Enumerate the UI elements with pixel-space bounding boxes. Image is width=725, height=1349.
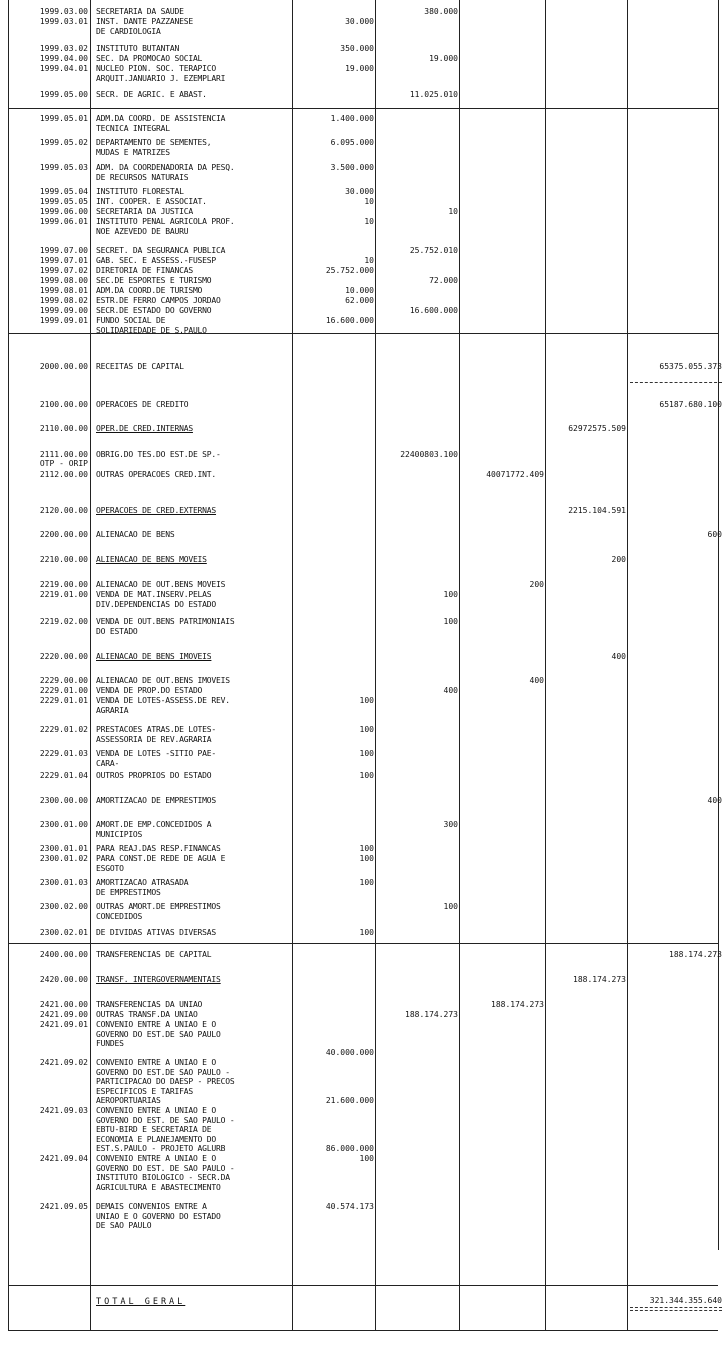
account-description: PRESTACOES ATRAS.DE LOTES- ASSESSORIA DE REV.AGRARIA bbox=[96, 725, 217, 744]
amount-c1: 6.095.000 bbox=[330, 138, 374, 147]
account-code: 1999.06.01 bbox=[39, 217, 88, 226]
account-code: 1999.04.00 bbox=[39, 54, 88, 63]
account-description: DEPARTAMENTO DE SEMENTES, MUDAS E MATRIZES bbox=[96, 138, 212, 157]
account-code: 2100.00.00 bbox=[39, 400, 88, 409]
amount-c2: 16.600.000 bbox=[409, 306, 458, 315]
rule-c5 bbox=[718, 0, 719, 1250]
account-code: 2219.02.00 bbox=[39, 617, 88, 626]
account-code: 1999.05.01 bbox=[39, 114, 88, 123]
amount-c1: 100 bbox=[359, 771, 374, 780]
account-description: ALIENACAO DE BENS bbox=[96, 530, 175, 539]
account-code: 1999.09.01 bbox=[39, 316, 88, 325]
account-description: OUTRAS OPERACOES CRED.INT. bbox=[96, 470, 217, 479]
account-description: CONVENIO ENTRE A UNIAO E O GOVERNO DO EST. DE SAO PAULO - INSTITUTO BIOLOGICO - SECR.DA AGRICULTURA E ABASTECIMENTO bbox=[96, 1154, 235, 1192]
account-code: 2000.00.00 bbox=[39, 362, 88, 371]
account-description: OBRIG.DO TES.DO EST.DE SP.- bbox=[96, 450, 221, 459]
account-code: 2300.02.01 bbox=[39, 928, 88, 937]
account-description: VENDA DE LOTES -SITIO PAE- CARA- bbox=[96, 749, 217, 768]
amount-c1: 21.600.000 bbox=[325, 1096, 374, 1105]
account-code: 2300.02.00 bbox=[39, 902, 88, 911]
account-code: 2400.00.00 bbox=[39, 950, 88, 959]
amount-c2: 19.000 bbox=[429, 54, 458, 63]
amount-c5: 600 bbox=[707, 530, 722, 539]
account-code: 1999.07.02 bbox=[39, 266, 88, 275]
amount-c1: 100 bbox=[359, 749, 374, 758]
account-description: PARA CONST.DE REDE DE AGUA E ESGOTO bbox=[96, 854, 226, 873]
account-code: 1999.04.01 bbox=[39, 64, 88, 73]
amount-c1: 100 bbox=[359, 878, 374, 887]
account-code: 1999.08.00 bbox=[39, 276, 88, 285]
account-description: SECRETARIA DA JUSTICA bbox=[96, 207, 193, 216]
amount-c5: 65375.055.373 bbox=[659, 362, 722, 371]
account-code: 1999.08.01 bbox=[39, 286, 88, 295]
amount-c2: 100 bbox=[443, 590, 458, 599]
account-code: 2219.01.00 bbox=[39, 590, 88, 599]
separator bbox=[8, 943, 718, 944]
account-description: SEC. DA PROMOCAO SOCIAL bbox=[96, 54, 203, 63]
account-description: ADM.DA COORD. DE ASSISTENCIA TECNICA INTEGRAL bbox=[96, 114, 226, 133]
separator-bottom bbox=[8, 1330, 718, 1331]
total-double-rule bbox=[630, 1307, 722, 1308]
account-description: GAB. SEC. E ASSESS.-FUSESP bbox=[96, 256, 217, 265]
account-code: 2420.00.00 bbox=[39, 975, 88, 984]
amount-c2: 300 bbox=[443, 820, 458, 829]
account-description: OUTROS PROPRIOS DO ESTADO bbox=[96, 771, 212, 780]
total-label: TOTAL GERAL bbox=[96, 1297, 186, 1307]
amount-c1: 100 bbox=[359, 696, 374, 705]
rule-c1 bbox=[375, 0, 376, 1330]
account-code: 1999.05.00 bbox=[39, 90, 88, 99]
account-code: 1999.08.02 bbox=[39, 296, 88, 305]
amount-c1: 40.000.000 bbox=[325, 1048, 374, 1057]
amount-c5: 188.174.273 bbox=[669, 950, 722, 959]
amount-c3: 40071772.409 bbox=[486, 470, 544, 479]
amount-c2: 400 bbox=[443, 686, 458, 695]
account-description: ALIENACAO DE OUT.BENS MOVEIS bbox=[96, 580, 226, 589]
amount-c1: 30.000 bbox=[345, 187, 374, 196]
account-description: SECR.DE ESTADO DO GOVERNO bbox=[96, 306, 212, 315]
account-description: INSTITUTO BUTANTAN bbox=[96, 44, 180, 53]
account-description: TRANSFERENCIAS DE CAPITAL bbox=[96, 950, 212, 959]
amount-c1: 1.400.000 bbox=[330, 114, 374, 123]
account-description: CONVENIO ENTRE A UNIAO E O GOVERNO DO EST.DE SAO PAULO - PARTICIPACAO DO DAESP - PRECOS ESPECIFICOS E TARIFAS AEROPORTUARIAS bbox=[96, 1058, 235, 1105]
account-code: 2229.01.04 bbox=[39, 771, 88, 780]
account-code: 2210.00.00 bbox=[39, 555, 88, 564]
account-code: 1999.03.00 bbox=[39, 7, 88, 16]
account-code: 2421.09.03 bbox=[39, 1106, 88, 1115]
account-description: DE DIVIDAS ATIVAS DIVERSAS bbox=[96, 928, 217, 937]
amount-c1: 3.500.000 bbox=[330, 163, 374, 172]
account-description: VENDA DE PROP.DO ESTADO bbox=[96, 686, 203, 695]
amount-c4: 188.174.273 bbox=[573, 975, 626, 984]
amount-c1: 62.000 bbox=[345, 296, 374, 305]
account-description: ALIENACAO DE BENS IMOVEIS bbox=[96, 652, 212, 661]
account-description: SEC.DE ESPORTES E TURISMO bbox=[96, 276, 212, 285]
account-code: 2110.00.00 bbox=[39, 424, 88, 433]
account-description: SECR. DE AGRIC. E ABAST. bbox=[96, 90, 207, 99]
account-description: OPER.DE CRED.INTERNAS bbox=[96, 424, 193, 433]
account-description: OUTRAS AMORT.DE EMPRESTIMOS CONCEDIDOS bbox=[96, 902, 221, 921]
amount-c1: 10 bbox=[364, 197, 374, 206]
amount-c1: 10 bbox=[364, 217, 374, 226]
amount-c1: 10.000 bbox=[345, 286, 374, 295]
account-code: 2112.00.00 bbox=[39, 470, 88, 479]
account-description: TRANSF. INTERGOVERNAMENTAIS bbox=[96, 975, 221, 984]
account-description: SECRET. DA SEGURANCA PUBLICA bbox=[96, 246, 226, 255]
rule-desc bbox=[292, 0, 293, 1330]
amount-c1: 25.752.000 bbox=[325, 266, 374, 275]
account-description: ADM. DA COORDENADORIA DA PESQ. DE RECURSOS NATURAIS bbox=[96, 163, 235, 182]
rule-c4 bbox=[627, 0, 628, 1330]
rule-code bbox=[90, 0, 91, 1330]
account-description: AMORTIZACAO ATRASADA DE EMPRESTIMOS bbox=[96, 878, 189, 897]
account-code: 1999.09.00 bbox=[39, 306, 88, 315]
account-code: 2111.00.00 OTP - ORIP bbox=[39, 450, 88, 468]
account-description: SECRETARIA DA SAUDE bbox=[96, 7, 184, 16]
amount-c2: 10 bbox=[448, 207, 458, 216]
account-code: 1999.05.04 bbox=[39, 187, 88, 196]
account-description: VENDA DE MAT.INSERV.PELAS DIV.DEPENDENCIAS DO ESTADO bbox=[96, 590, 217, 609]
account-code: 1999.05.02 bbox=[39, 138, 88, 147]
subtotal-dash bbox=[630, 382, 722, 383]
account-code: 2300.01.03 bbox=[39, 878, 88, 887]
amount-c4: 62972575.509 bbox=[568, 424, 626, 433]
account-description: ESTR.DE FERRO CAMPOS JORDAO bbox=[96, 296, 221, 305]
amount-c4: 400 bbox=[611, 652, 626, 661]
account-code: 1999.05.05 bbox=[39, 197, 88, 206]
amount-c2: 380.000 bbox=[424, 7, 458, 16]
account-code: 1999.03.02 bbox=[39, 44, 88, 53]
amount-c3: 200 bbox=[529, 580, 544, 589]
account-code: 2300.01.00 bbox=[39, 820, 88, 829]
account-code: 2229.01.01 bbox=[39, 696, 88, 705]
amount-c5: 65187.680.100 bbox=[659, 400, 722, 409]
total-double-rule bbox=[630, 1310, 722, 1311]
account-description: DEMAIS CONVENIOS ENTRE A UNIAO E O GOVERNO DO ESTADO DE SAO PAULO bbox=[96, 1202, 221, 1230]
account-code: 2421.09.01 bbox=[39, 1020, 88, 1029]
account-code: 2421.00.00 bbox=[39, 1000, 88, 1009]
amount-c1: 100 bbox=[359, 928, 374, 937]
account-description: INST. DANTE PAZZANESE DE CARDIOLOGIA bbox=[96, 17, 193, 36]
account-code: 1999.06.00 bbox=[39, 207, 88, 216]
account-code: 2421.09.05 bbox=[39, 1202, 88, 1211]
account-code: 2220.00.00 bbox=[39, 652, 88, 661]
account-description: TRANSFERENCIAS DA UNIAO bbox=[96, 1000, 203, 1009]
account-description: NUCLEO PION. SOC. TERAPICO ARQUIT.JANUARIO J. EZEMPLARI bbox=[96, 64, 226, 83]
account-code: 2229.01.00 bbox=[39, 686, 88, 695]
account-description: FUNDO SOCIAL DE SOLIDARIEDADE DE S.PAULO bbox=[96, 316, 207, 335]
account-code: 1999.03.01 bbox=[39, 17, 88, 26]
amount-c5: 400 bbox=[707, 796, 722, 805]
amount-c2: 72.000 bbox=[429, 276, 458, 285]
amount-c1: 16.600.000 bbox=[325, 316, 374, 325]
amount-c1: 100 bbox=[359, 1154, 374, 1163]
rule-c2 bbox=[459, 0, 460, 1330]
separator bbox=[8, 1285, 718, 1286]
account-description: CONVENIO ENTRE A UNIAO E O GOVERNO DO EST.DE SAO PAULO FUNDES bbox=[96, 1020, 221, 1048]
amount-c4: 2215.104.591 bbox=[568, 506, 626, 515]
account-description: PARA REAJ.DAS RESP.FINANCAS bbox=[96, 844, 221, 853]
amount-c2: 100 bbox=[443, 617, 458, 626]
account-description: OUTRAS TRANSF.DA UNIAO bbox=[96, 1010, 198, 1019]
account-code: 2229.00.00 bbox=[39, 676, 88, 685]
account-code: 2421.09.02 bbox=[39, 1058, 88, 1067]
account-description: OPERACOES DE CREDITO bbox=[96, 400, 189, 409]
rule-c3 bbox=[545, 0, 546, 1330]
account-description: ALIENACAO DE OUT.BENS IMOVEIS bbox=[96, 676, 230, 685]
account-code: 2229.01.02 bbox=[39, 725, 88, 734]
amount-c1: 10 bbox=[364, 256, 374, 265]
amount-c1: 30.000 bbox=[345, 17, 374, 26]
amount-c4: 200 bbox=[611, 555, 626, 564]
account-code: 1999.07.00 bbox=[39, 246, 88, 255]
amount-c3: 188.174.273 bbox=[491, 1000, 544, 1009]
account-description: ADM.DA COORD.DE TURISMO bbox=[96, 286, 203, 295]
amount-c1: 350.000 bbox=[340, 44, 374, 53]
account-code: 2200.00.00 bbox=[39, 530, 88, 539]
amount-c2: 100 bbox=[443, 902, 458, 911]
amount-c2: 11.025.010 bbox=[409, 90, 458, 99]
account-description: CONVENIO ENTRE A UNIAO E O GOVERNO DO EST. DE SAO PAULO - EBTU-BIRD E SECRETARIA DE ECONOMIA E PLANEJAMENTO DO EST.S.PAULO - PROJETO AGLURB bbox=[96, 1106, 235, 1153]
account-code: 2421.09.04 bbox=[39, 1154, 88, 1163]
account-code: 1999.05.03 bbox=[39, 163, 88, 172]
account-description: VENDA DE OUT.BENS PATRIMONIAIS DO ESTADO bbox=[96, 617, 235, 636]
account-code: 2300.01.02 bbox=[39, 854, 88, 863]
amount-c2: 25.752.010 bbox=[409, 246, 458, 255]
amount-c2: 188.174.273 bbox=[405, 1010, 458, 1019]
account-description: INT. COOPER. E ASSOCIAT. bbox=[96, 197, 207, 206]
total-value: 321.344.355.640 bbox=[649, 1296, 722, 1305]
account-description: ALIENACAO DE BENS MOVEIS bbox=[96, 555, 207, 564]
account-code: 2120.00.00 bbox=[39, 506, 88, 515]
account-description: INSTITUTO PENAL AGRICOLA PROF. NOE AZEVEDO DE BAURU bbox=[96, 217, 235, 236]
account-code: 2229.01.03 bbox=[39, 749, 88, 758]
account-description: AMORTIZACAO DE EMPRESTIMOS bbox=[96, 796, 217, 805]
account-description: VENDA DE LOTES-ASSESS.DE REV. AGRARIA bbox=[96, 696, 230, 715]
amount-c1: 19.000 bbox=[345, 64, 374, 73]
amount-c1: 86.000.000 bbox=[325, 1144, 374, 1153]
amount-c1: 100 bbox=[359, 844, 374, 853]
amount-c1: 100 bbox=[359, 725, 374, 734]
account-description: OPERACOES DE CRED.EXTERNAS bbox=[96, 506, 217, 515]
amount-c1: 40.574.173 bbox=[325, 1202, 374, 1211]
amount-c1: 100 bbox=[359, 854, 374, 863]
account-code: 2300.01.01 bbox=[39, 844, 88, 853]
account-code: 1999.07.01 bbox=[39, 256, 88, 265]
account-code: 2421.09.00 bbox=[39, 1010, 88, 1019]
amount-c3: 400 bbox=[529, 676, 544, 685]
separator bbox=[8, 108, 718, 109]
account-description: INSTITUTO FLORESTAL bbox=[96, 187, 184, 196]
amount-c2: 22400803.100 bbox=[400, 450, 458, 459]
account-description: RECEITAS DE CAPITAL bbox=[96, 362, 184, 371]
account-description: DIRETORIA DE FINANCAS bbox=[96, 266, 193, 275]
account-description: AMORT.DE EMP.CONCEDIDOS A MUNICIPIOS bbox=[96, 820, 212, 839]
account-code: 2300.00.00 bbox=[39, 796, 88, 805]
account-code: 2219.00.00 bbox=[39, 580, 88, 589]
